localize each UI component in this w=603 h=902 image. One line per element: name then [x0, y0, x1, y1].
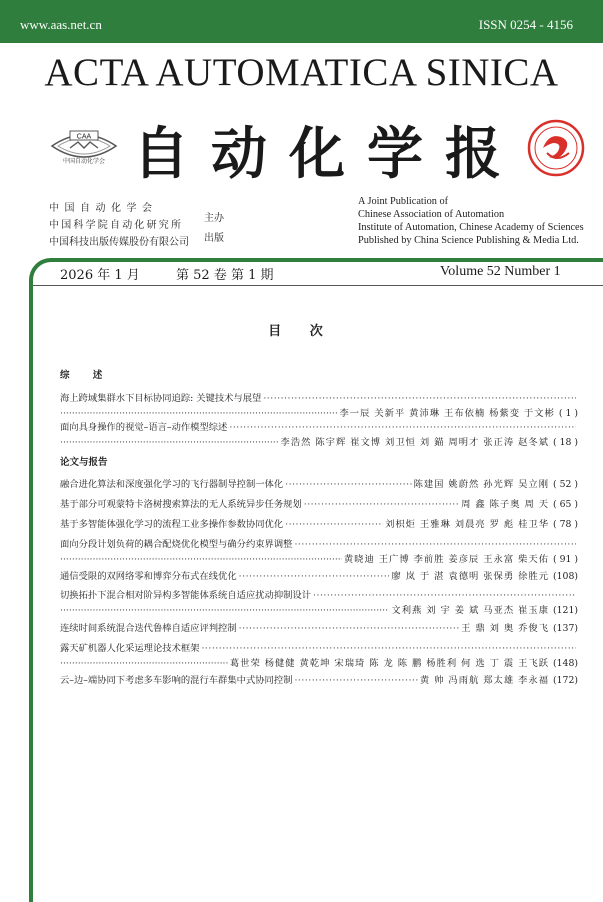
article-authors: 廖 岚 于 湛 袁德明 张保勇 徐胜元 [391, 571, 549, 582]
website-url: www.aas.net.cn [20, 17, 102, 32]
section-heading-review: 综 述 [60, 370, 113, 381]
publication-line: A Joint Publication of [358, 196, 449, 207]
seal-logo-icon [527, 119, 585, 177]
leader-dots [285, 479, 411, 490]
article-page: ( 91 ) [553, 554, 578, 565]
issue-divider [33, 285, 603, 286]
article-authors: 李浩然 陈宇辉 崔文博 刘卫恒 刘 錨 周明才 张正涛 赵冬斌 [280, 437, 549, 448]
article-title[interactable]: 切换拓扑下混合相对阶异构多智能体系统自适应扰动抑制设计 [60, 590, 312, 601]
toc-entry[interactable] [60, 620, 578, 635]
toc-entry[interactable] [60, 496, 578, 511]
toc-entry[interactable] [60, 390, 578, 419]
article-page: ( 52 ) [553, 479, 578, 490]
article-title[interactable]: 基于多智能体强化学习的流程工业多操作参数协同优化 [60, 519, 284, 530]
role-sponsor: 主办 [204, 213, 224, 224]
article-authors: 文利燕 刘 宇 姜 斌 马亚杰 崔玉康 [391, 605, 549, 616]
article-title[interactable]: 云–边–端协同下考虑多车影响的混行车群集中式协同控制 [60, 675, 293, 686]
leader-dots [263, 393, 576, 404]
article-authors: 葛世荣 杨健健 黄乾坤 宋瑞琦 陈 龙 陈 鹏 杨胜利 何 选 丁 震 王飞跃 [229, 658, 549, 669]
article-page: ( 78 ) [553, 519, 578, 530]
organizer-roles [204, 209, 224, 249]
article-authors: 陈建国 姚蔚然 孙光辉 吴立刚 [413, 479, 549, 490]
article-title[interactable]: 连续时间系统混合迭代鲁棒自适应评判控制 [60, 623, 237, 634]
issue-volume-en: Volume 52 Number 1 [440, 264, 561, 279]
article-authors: 刘枳炬 王雅琳 刘晨亮 罗 彪 桂卫华 [385, 519, 549, 530]
article-authors: 王 鼎 刘 奥 乔俊飞 [461, 623, 549, 634]
role-publisher: 出版 [204, 233, 224, 244]
journal-title-cn: 自动化学报 [133, 122, 523, 187]
leader-dots [294, 675, 417, 686]
issn-number: ISSN 0254 - 4156 [478, 17, 573, 32]
toc-entry[interactable] [60, 419, 578, 448]
article-title[interactable]: 面向具身操作的视觉–语言–动作模型综述 [60, 422, 228, 433]
svg-text:中国自动化学会: 中国自动化学会 [62, 158, 106, 165]
leader-dots [60, 437, 279, 448]
article-title[interactable]: 基于部分可观蒙特卡洛树搜索算法的无人系统异步任务规划 [60, 499, 302, 510]
leader-dots [201, 643, 576, 654]
organizer-list [49, 200, 189, 251]
leader-dots [60, 658, 228, 669]
toc-entry[interactable] [60, 476, 578, 491]
publication-info-en [358, 195, 584, 247]
caa-logo-icon [46, 118, 122, 174]
article-page: ( 18 ) [553, 437, 578, 448]
leader-dots [229, 422, 576, 433]
publication-line: Institute of Automation, Chinese Academy of Sciences [358, 222, 584, 233]
leader-dots [60, 554, 342, 565]
issue-date: 2026 年 1 月 [60, 268, 140, 283]
header-bar [0, 0, 603, 43]
issue-volume-cn: 第 52 卷 第 1 期 [176, 268, 274, 283]
toc-entry[interactable] [60, 536, 578, 565]
article-page: (121) [553, 605, 578, 616]
leader-dots [304, 499, 459, 510]
article-title[interactable]: 海上跨域集群水下目标协同追踪: 关键技术与展望 [60, 393, 262, 404]
article-page: ( 65 ) [553, 499, 578, 510]
article-title[interactable]: 融合进化算法和深度强化学习的飞行器制导控制一体化 [60, 479, 284, 490]
article-page: (108) [553, 571, 578, 582]
article-authors: 李一辰 关新平 黄沛琳 王布依楠 杨紫变 于文彬 [339, 408, 555, 419]
leader-dots [239, 623, 459, 634]
section-heading-papers: 论文与报告 [60, 457, 108, 468]
leader-dots [60, 408, 337, 419]
leader-dots [285, 519, 383, 530]
organizer-publisher: 中国科技出版传媒股份有限公司 [49, 237, 189, 248]
article-page: (172) [553, 675, 578, 686]
article-title[interactable]: 通信受限的双网络零和博弈分布式在线优化 [60, 571, 237, 582]
toc-title: 目 次 [268, 324, 335, 339]
article-title[interactable]: 面向分段计划负荷的耦合配烧优化模型与确分约束界调整 [60, 539, 293, 550]
organizer-caa: 中国自动化学会 [49, 203, 158, 214]
publication-line: Chinese Association of Automation [358, 209, 505, 220]
leader-dots [294, 539, 576, 550]
svg-text:CAA: CAA [76, 133, 92, 141]
publication-line: Published by China Science Publishing & Media Ltd. [358, 235, 579, 246]
article-authors: 周 鑫 陈子奥 周 天 [461, 499, 549, 510]
article-page: ( 1 ) [558, 408, 578, 419]
article-page: (137) [553, 623, 578, 634]
toc-entry[interactable] [60, 587, 578, 616]
leader-dots [239, 571, 390, 582]
toc-entry[interactable] [60, 640, 578, 669]
organizer-ia: 中国科学院自动化研究所 [49, 220, 184, 231]
leader-dots [60, 605, 389, 616]
toc-entry[interactable] [60, 672, 578, 687]
leader-dots [313, 590, 576, 601]
toc-entry[interactable] [60, 516, 578, 531]
toc-entry[interactable] [60, 568, 578, 583]
article-authors: 黄 帅 冯雨航 郑太雄 李永福 [419, 675, 549, 686]
article-authors: 黄晓迪 王广博 李前胜 姜彦辰 王永富 柴天佑 [343, 554, 549, 565]
article-title[interactable]: 露天矿机器人化采运理论技术框架 [60, 643, 200, 654]
article-page: (148) [553, 658, 578, 669]
journal-title-en: ACTA AUTOMATICA SINICA [44, 51, 559, 94]
